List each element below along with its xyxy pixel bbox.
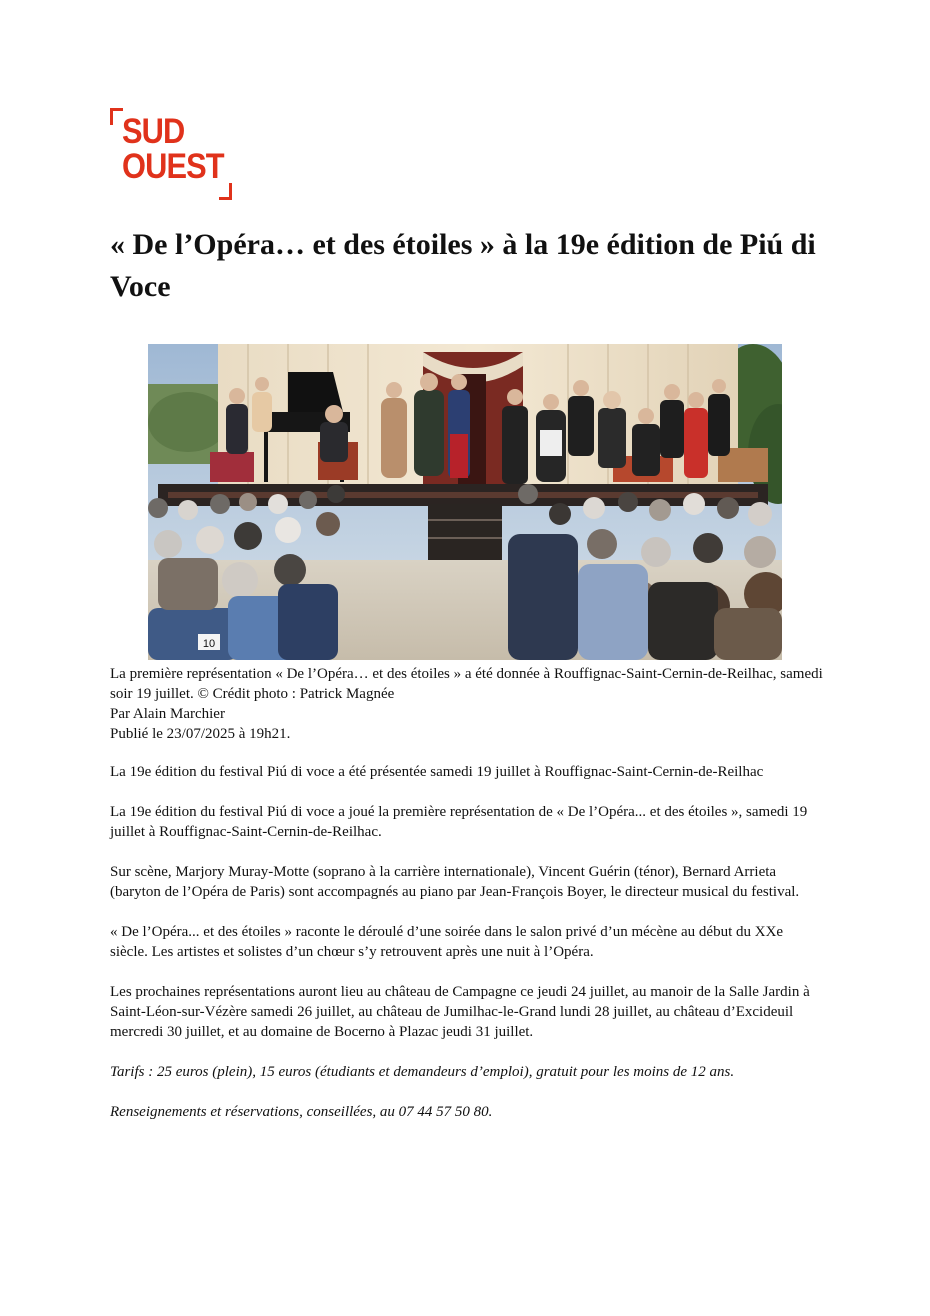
author-line: Par Alain Marchier bbox=[110, 706, 225, 722]
article-title: « De l’Opéra… et des étoiles » à la 19e édition de Piú di Voce bbox=[110, 228, 816, 303]
paragraph-1: La 19e édition du festival Piú di voce a été présentée samedi 19 juillet à Rouffignac-Saint-Cernin-de-Reilhac bbox=[110, 764, 764, 780]
logo-bracket-bottom-right bbox=[219, 183, 232, 200]
sud-ouest-logo bbox=[110, 108, 232, 200]
article-meta bbox=[110, 664, 830, 744]
seat-number-label: 10 bbox=[202, 638, 216, 650]
logo-line-1: SUD bbox=[122, 112, 185, 151]
photo-caption: La première représentation « De l’Opéra… et des étoiles » a été donnée à Rouffignac-Saint-Cernin-de-Reilhac, samedi soir 19 juillet. © Crédit photo : Patrick Magnée bbox=[110, 666, 823, 702]
prices-paragraph: Tarifs : 25 euros (plein), 15 euros (étudiants et demandeurs d’emploi), gratuit pour les moins de 12 ans. bbox=[110, 1064, 735, 1080]
paragraph-2: La 19e édition du festival Piú di voce a joué la première représentation de « De l’Opéra... et des étoiles », samedi 19 juillet à Rouffignac-Saint-Cernin-de-Reilhac. bbox=[110, 804, 808, 840]
published-date: Publié le 23/07/2025 à 19h21. bbox=[110, 726, 291, 742]
info-paragraph: Renseignements et réservations, conseillées, au 07 44 57 50 80. bbox=[110, 1104, 493, 1120]
logo-line-2: OUEST bbox=[122, 147, 224, 186]
logo-text bbox=[122, 114, 224, 184]
article-photo bbox=[148, 344, 782, 660]
paragraph-5: Les prochaines représentations auront lieu au château de Campagne ce jeudi 24 juillet, au manoir de la Salle Jardin à Saint-Léon-sur-Vézère samedi 26 juillet, au château de Jumilhac-le-Grand lundi 28 juillet, au château d’Excideuil mercredi 30 juillet, et au domaine de Bocerno à Plazac jeudi 31 juillet. bbox=[110, 984, 810, 1040]
stage-performance-image bbox=[148, 344, 782, 660]
paragraph-3: Sur scène, Marjory Muray-Motte (soprano à la carrière internationale), Vincent Guérin (ténor), Bernard Arrieta (baryton de l’Opéra de Paris) sont accompagnés au piano par Jean-François Boyer, le directeur musical du festival. bbox=[110, 864, 800, 900]
article-body bbox=[110, 762, 822, 1142]
paragraph-4: « De l’Opéra... et des étoiles » raconte le déroulé d’une soirée dans le salon privé d’un mécène au début du XXe siècle. Les artistes et solistes d’un chœur s’y retrouvent après une nuit à l’Opéra. bbox=[110, 924, 784, 960]
